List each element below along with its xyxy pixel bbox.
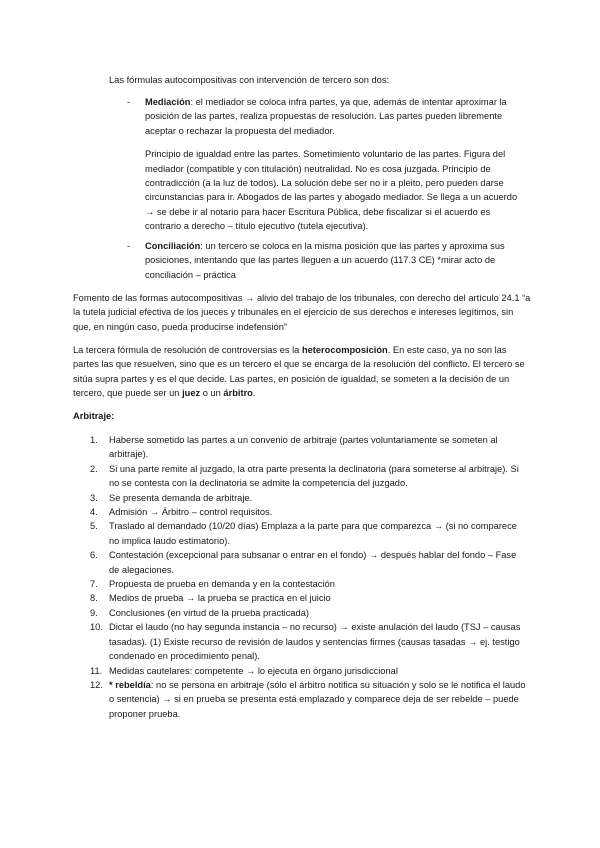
- arbitraje-steps: [73, 433, 528, 721]
- bold-term: juez: [182, 388, 201, 399]
- arbitraje-heading: Arbitraje:: [73, 411, 115, 421]
- bullet-dash: -: [127, 241, 131, 251]
- step-number: 5.: [90, 521, 98, 532]
- step-number: 2.: [90, 463, 98, 474]
- bullet-mediacion: [127, 95, 527, 234]
- list-item: [73, 491, 528, 505]
- step-text: Contestación (excepcional para subsanar o entrar en el fondo) → después hablar del fondo – Fase de alegaciones.: [109, 550, 517, 575]
- step-number: 6.: [90, 550, 98, 561]
- step-text: Se presenta demanda de arbitraje.: [109, 492, 253, 503]
- step-text: Propuesta de prueba en demanda y en la contestación: [109, 579, 335, 590]
- list-item: [73, 505, 528, 519]
- step-text: Haberse sometido las partes a un convenio de arbitraje (partes voluntariamente se someten al arbitraje).: [109, 435, 498, 460]
- bold-term: árbitro: [223, 388, 253, 399]
- step-text: Traslado al demandado (10/20 días) Emplaza a la parte para que comparezca → (si no comparece no implica laudo estimatorio).: [109, 521, 517, 546]
- step-number: 8.: [90, 593, 98, 604]
- list-item: [73, 620, 528, 663]
- heterocomposicion-paragraph: [73, 343, 531, 401]
- step-text: Dictar el laudo (no hay segunda instancia – no recurso) → existe anulación del laudo (TSJ – causas tasadas). (1) Existe recurso de revisión de laudos y sentencias firmes (causas tasadas → ej. testigo condenado en procedimiento penal).: [109, 622, 521, 662]
- mediacion-text: : el mediador se coloca infra partes, ya que, además de intentar aproximar la posición de las partes, realiza propuestas de resolución. Las partes pueden libremente aceptar o rechazar la propuesta del mediador.: [145, 97, 507, 136]
- step-number: 12.: [90, 679, 103, 690]
- list-item: [73, 606, 528, 620]
- bullet-conciliacion: [127, 239, 527, 282]
- fomento-paragraph: Fomento de las formas autocompositivas → alivio del trabajo de los tribunales, con derecho del artículo 24.1 “a la tutela judicial efectiva de los jueces y tribunales en el ejercicio de sus derechos e intereses legítimos, sin que, en ningún caso, pueda producirse indefensión”: [73, 293, 531, 332]
- step-text: Medios de prueba → la prueba se practica en el juicio: [109, 593, 331, 604]
- text: .: [252, 388, 256, 399]
- step-number: 7.: [90, 579, 98, 590]
- mediacion-title: Mediación: [145, 97, 191, 107]
- mediacion-detail: Principio de igualdad entre las partes. Sometimiento voluntario de las partes. Figura del mediador (compatible y con titulación) neutralidad. No es cosa juzgada. Principio de contradicción (a la luz de todos). La solución debe ser no ir a pleito, pero pueden darse circunstancias para ir. Abogados de las partes y abogado mediador. Se llega a un acuerdo → se debe ir al notario para hacer Escritura Pública, debe fiscalizar si el acuerdo es contrario a derecho – título ejecutivo (tutela ejecutiva).: [145, 149, 518, 232]
- bold-term: heterocomposición: [301, 345, 388, 355]
- text: . En este caso, ya no son las partes las que resuelven, sino que es un tercero el que se encarga de la resolución del conflicto. El tercero se sitúa supra partes y es el que decide. Las partes, en posición de igualdad, se someten a la decisión de un tercero, que puede ser un: [73, 345, 525, 399]
- list-item: [73, 664, 528, 678]
- step-number: 9.: [90, 607, 98, 618]
- list-item: [73, 462, 528, 491]
- bullet-dash: -: [127, 97, 131, 107]
- list-item: [73, 577, 528, 591]
- step-bold: * rebeldía: [109, 679, 151, 690]
- list-item: [73, 591, 528, 605]
- list-item: [73, 519, 528, 548]
- list-item: [73, 678, 528, 721]
- step-text: Conclusiones (en virtud de la prueba practicada): [109, 607, 309, 618]
- step-text: Medidas cautelares: competente → lo ejecuta en órgano jurisdiccional: [109, 665, 398, 676]
- intro-paragraph: Las fórmulas autocompositivas con intervención de tercero son dos:: [109, 75, 390, 85]
- step-number: 10.: [90, 622, 103, 633]
- step-number: 4.: [90, 507, 98, 518]
- list-item: [73, 433, 528, 462]
- text: La tercera fórmula de resolución de controversias es la: [73, 345, 302, 355]
- step-number: 1.: [90, 435, 98, 445]
- list-item: [73, 548, 528, 577]
- step-text: Admisión → Árbitro – control requisitos.: [109, 507, 273, 518]
- conciliacion-text: : un tercero se coloca en la misma posición que las partes y aproxima sus posiciones, intentando que las partes lleguen a un acuerdo (117.3 CE) *mirar acto de conciliación – práctica: [145, 241, 505, 280]
- step-number: 3.: [90, 492, 98, 503]
- step-text: : no se persona en arbitraje (sólo el árbitro notifica su situación y solo se le notifica el laudo o sentencia) → si en prueba se presenta está emplazado y comparece deja de ser rebelde – puede proponer prueba.: [109, 679, 526, 719]
- text: o un: [200, 388, 224, 399]
- step-text: Si una parte remite al juzgado, la otra parte presenta la declinatoria (para someterse al arbitraje). Si no se contesta con la declinatoria se admite la competencia del juzgado.: [109, 463, 519, 489]
- conciliacion-title: Conciliación: [145, 241, 201, 251]
- step-number: 11.: [90, 665, 103, 676]
